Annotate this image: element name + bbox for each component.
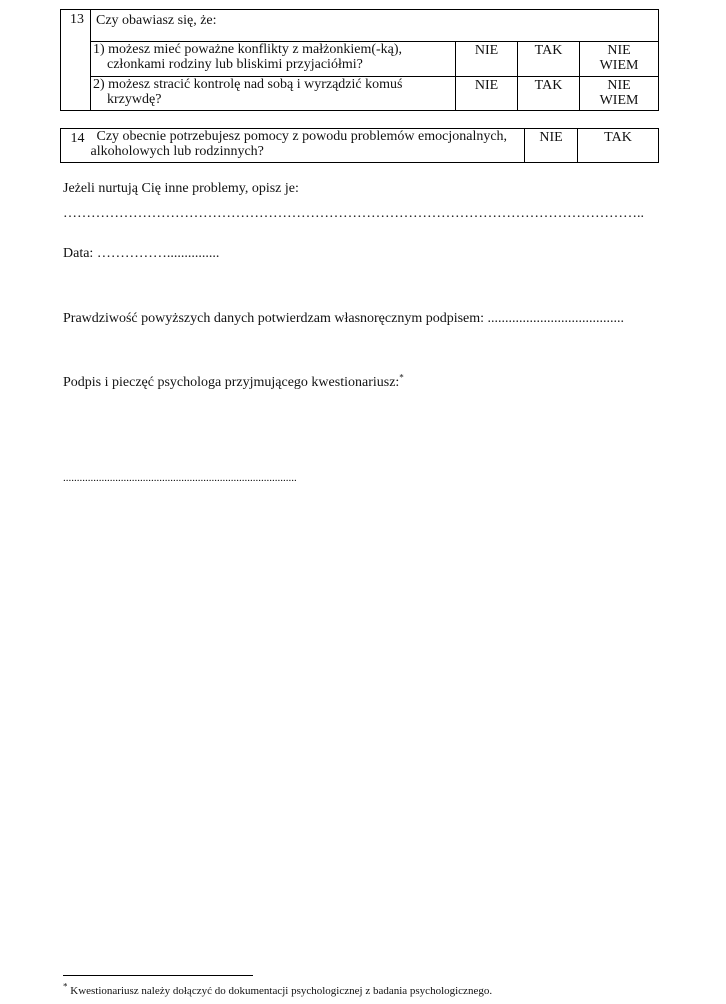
- question-13-number: 13: [61, 10, 91, 111]
- footnote-text: Kwestionariusz należy dołączyć do dokumentacji psychologicznej z badania psychologicznego.: [70, 985, 493, 997]
- question-13-item-1: [91, 42, 456, 77]
- footnote-divider: [63, 975, 253, 976]
- date-field[interactable]: Data: ……………...............: [63, 246, 220, 261]
- footnote-marker: *: [399, 372, 404, 383]
- question-13-table: [60, 9, 659, 111]
- item-2-answer-dont-know[interactable]: [580, 77, 659, 111]
- item-2-answer-yes[interactable]: TAK: [518, 77, 580, 111]
- dont-know-line-2: WIEM: [599, 58, 639, 73]
- question-14-table: [60, 128, 659, 163]
- dont-know-line-1: NIE: [607, 43, 631, 58]
- footnote-marker: *: [63, 981, 68, 992]
- question-13-text: Czy obawiasz się, że:: [91, 10, 659, 42]
- other-problems-label: Jeżeli nurtują Cię inne problemy, opisz je:: [63, 181, 299, 196]
- dont-know-line-2: WIEM: [599, 93, 639, 108]
- item-2-answer-no[interactable]: NIE: [456, 77, 518, 111]
- item-1-answer-dont-know[interactable]: [580, 42, 659, 77]
- psychologist-signature-label: [63, 372, 404, 391]
- question-14-line-1: Czy obecnie potrzebujesz pomocy z powodu problemów emocjonalnych,: [96, 129, 508, 144]
- question-13-item-2: [91, 77, 456, 111]
- psychologist-signature-field[interactable]: .....................................................................................: [63, 472, 297, 484]
- question-14-number: 14: [61, 129, 91, 163]
- item-2-line-1: 2) możesz stracić kontrolę nad sobą i wyrządzić komuś: [93, 77, 403, 92]
- item-1-answer-yes[interactable]: TAK: [518, 42, 580, 77]
- other-problems-field[interactable]: ……………………………………………………………………………………………………………..: [63, 206, 644, 221]
- item-1-line-2: członkami rodziny lub bliskimi przyjaciółmi?: [107, 57, 363, 72]
- footnote: [63, 981, 493, 997]
- item-1-line-1: 1) możesz mieć poważne konflikty z małżonkiem(-ką),: [93, 42, 403, 57]
- question-14-answer-yes[interactable]: TAK: [578, 129, 659, 163]
- psychologist-signature-text: Podpis i pieczęć psychologa przyjmującego kwestionariusz:: [63, 375, 400, 390]
- dont-know-line-1: NIE: [607, 78, 631, 93]
- question-14-text: [91, 129, 525, 163]
- item-2-line-2: krzywdę?: [107, 92, 162, 107]
- confirmation-signature-line[interactable]: Prawdziwość powyższych danych potwierdzam własnoręcznym podpisem: .......................................: [63, 311, 625, 326]
- question-14-answer-no[interactable]: NIE: [525, 129, 578, 163]
- item-1-answer-no[interactable]: NIE: [456, 42, 518, 77]
- question-14-line-2: alkoholowych lub rodzinnych?: [90, 144, 264, 159]
